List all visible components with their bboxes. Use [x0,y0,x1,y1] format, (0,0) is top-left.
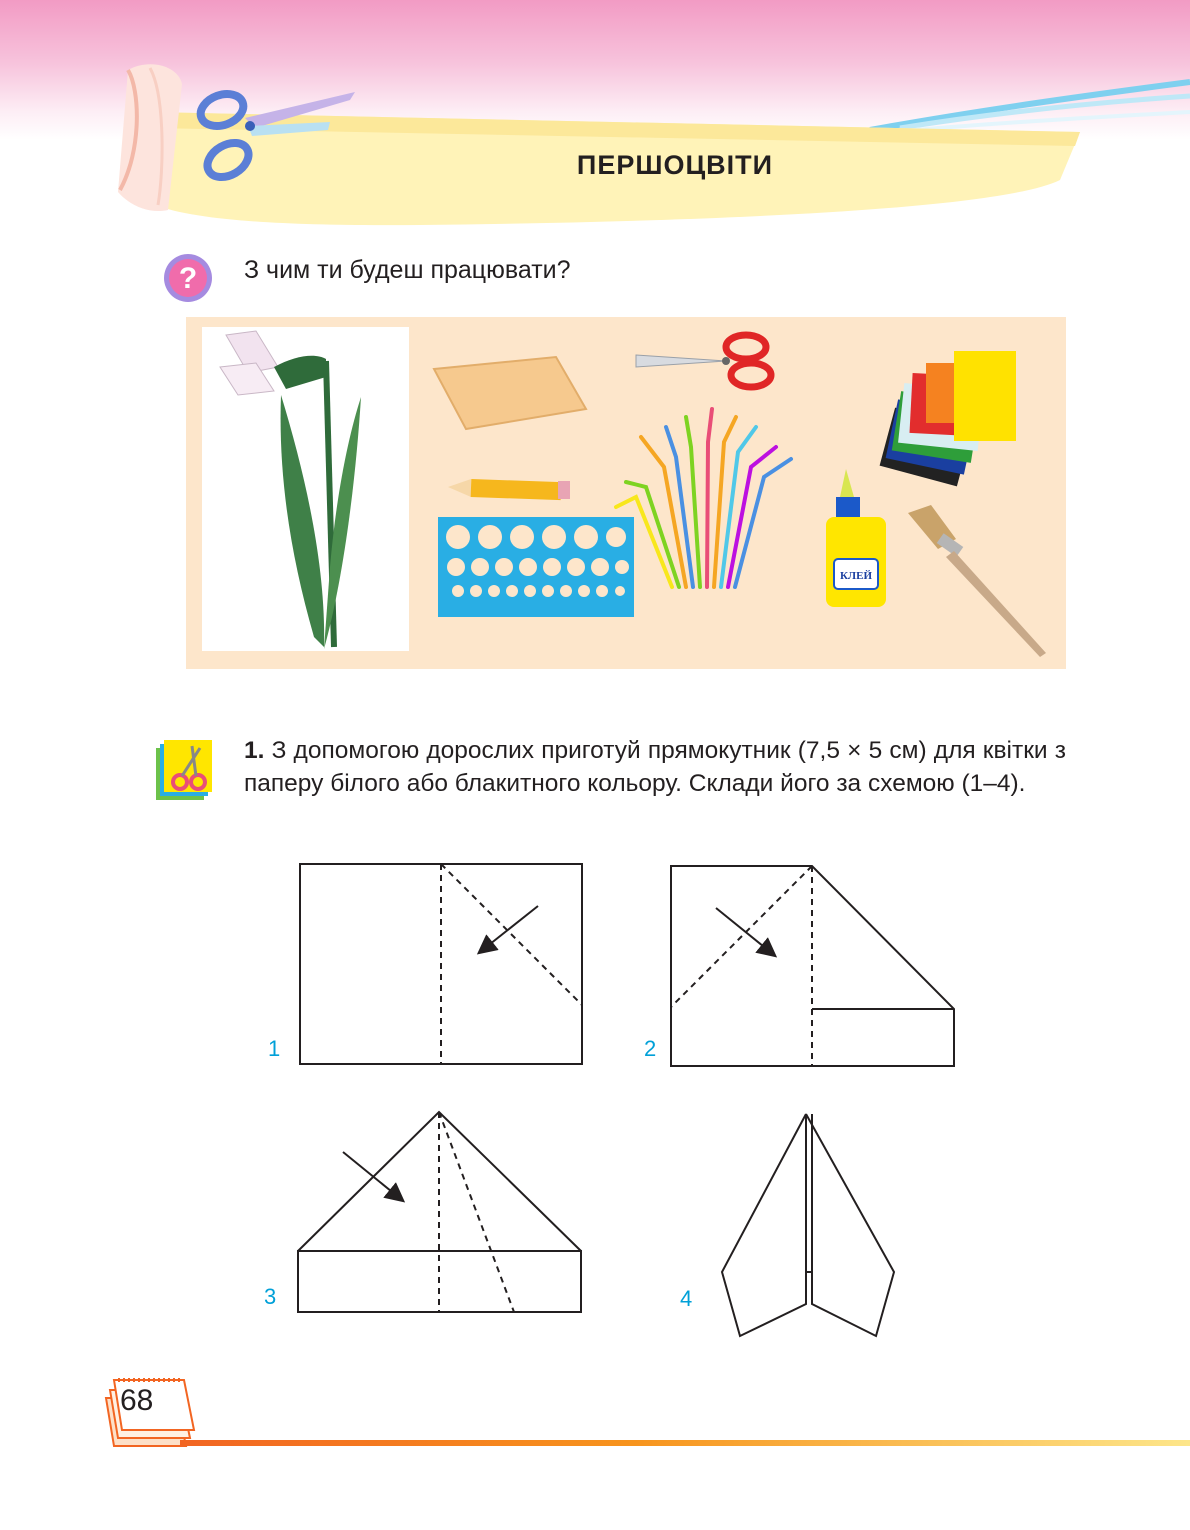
cardboard-sheet-image [434,357,586,429]
glue-label: КЛЕЙ [839,570,873,582]
page-number: 68 [120,1384,154,1417]
folding-diagrams [0,840,1190,1360]
title-banner [0,0,1190,240]
task-number: 1. [244,737,265,764]
diagram-step-3 [298,1112,581,1312]
scissors-image [636,335,771,387]
task-text: З допомогою дорослих приготуй прямокутник (7,5 × 5 см) для квітки з паперу білого або блакитного кольору. Склади його за схемою (1–4). [244,737,1066,797]
question-glyph: ? [178,262,198,295]
task-instructions [244,734,1066,800]
colored-paper-image [880,351,1016,486]
question-text: З чим ти будеш працювати? [244,256,571,284]
step-label-2: 2 [644,1036,657,1061]
question-icon [162,252,214,304]
circle-stencil-image [438,517,634,617]
step-label-1: 1 [268,1036,281,1061]
lesson-title: ПЕРШОЦВІТИ [576,150,774,180]
craft-task-icon [152,738,214,804]
step-label-4: 4 [680,1286,693,1311]
materials-panel [186,317,1066,669]
footer-rule [180,1440,1190,1446]
straws-image [616,409,791,587]
diagram-step-1 [300,864,582,1064]
pencil-image [448,479,570,500]
paper-flower-image [202,327,409,651]
diagram-step-2 [671,866,954,1066]
diagram-step-4 [722,1114,894,1336]
step-label-3: 3 [264,1284,277,1309]
glue-bottle-image [826,469,886,607]
paintbrush-image [908,505,1046,657]
